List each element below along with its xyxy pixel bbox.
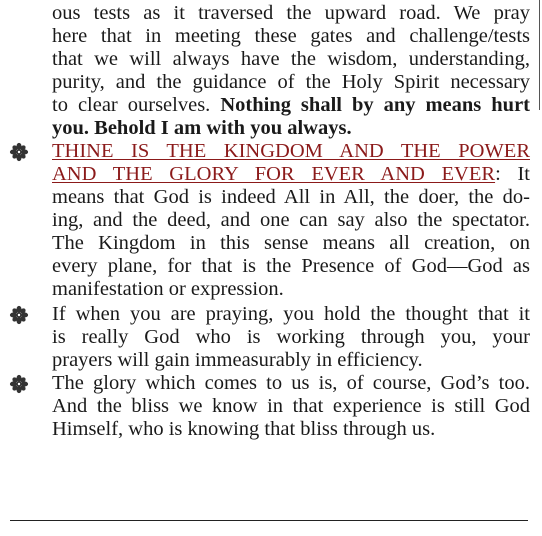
heading-link[interactable]: THINE IS THE KINGDOM AND THE POWER (52, 140, 530, 162)
emphasis-text: you. Behold I am with you always. (52, 117, 352, 139)
text-line: Himself, who is knowing that bliss through us. (52, 418, 436, 440)
text-line: ing, and the deed, and one can say also the spectator. (52, 209, 530, 231)
text-line: manifestation or expression. (52, 278, 284, 300)
text-line: ous tests as it traversed the upward road. We pray (52, 2, 530, 24)
text-line: prayers will gain immeasurably in efficiency. (52, 349, 423, 371)
text-line: The glory which comes to us is, of course, God’s too. (52, 372, 530, 394)
text-line: If when you are praying, you hold the thought that it (52, 303, 530, 325)
text-line: And the bliss we know in that experience is still God (52, 395, 530, 417)
text-line: to clear ourselves. Nothing shall by any means hurt (52, 94, 531, 116)
text-line (0, 140, 530, 163)
text-line: is really God who is working through you, your (52, 326, 530, 348)
text-line: AND THE GLORY FOR EVER AND EVER: It (52, 163, 530, 185)
page-edge-line (539, 0, 540, 110)
emphasis-text: Nothing shall by any means hurt (220, 94, 531, 116)
text-line: here that in meeting these gates and challenge/tests (52, 25, 530, 47)
text-line (0, 117, 530, 140)
text-line: that we will always have the wisdom, understanding, (52, 48, 530, 70)
text-line: means that God is indeed All in All, the doer, the do- (52, 186, 530, 208)
text-line: purity, and the guidance of the Holy Spirit necessary (52, 71, 530, 93)
heading-link[interactable]: AND THE GLORY FOR EVER AND EVER (52, 163, 496, 185)
text-line: The Kingdom in this sense means all creation, on (52, 232, 530, 254)
footnote-separator (10, 520, 528, 521)
text-line: every plane, for that is the Presence of God—God as (52, 255, 530, 277)
